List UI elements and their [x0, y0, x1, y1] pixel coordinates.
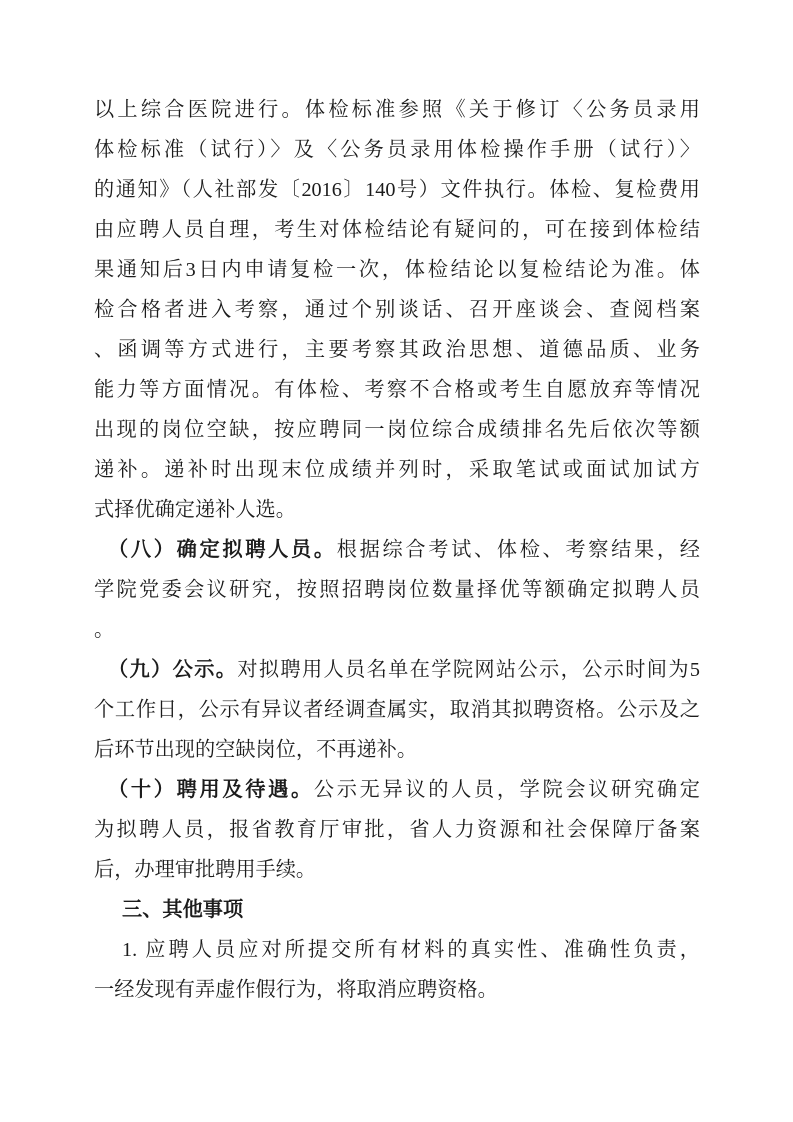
line-text: 根据综合考试、体检、考察结果，经	[336, 539, 700, 561]
line-text: 1. 应聘人员应对所提交所有材料的真实性、准确性负责，	[122, 939, 700, 961]
text-line	[94, 370, 700, 410]
text-line	[94, 250, 700, 290]
text-line	[94, 90, 700, 130]
line-text: 由应聘人员自理，考生对体检结论有疑问的，可在接到体检结	[94, 219, 700, 241]
paragraph-other-item-1-authenticity	[94, 930, 700, 1010]
line-text: 。	[94, 619, 115, 641]
paragraph-item-9-public-notice	[94, 650, 700, 770]
document-content	[94, 90, 700, 1010]
line-text: 出现的岗位空缺，按应聘同一岗位综合成绩排名先后依次等额	[94, 419, 700, 441]
line-text: 学院党委会议研究，按照招聘岗位数量择优等额确定拟聘人员	[94, 579, 700, 601]
text-line	[94, 130, 700, 170]
paragraph-item-10-employment-treatment	[94, 770, 700, 890]
text-line	[94, 730, 700, 770]
line-text: 体检标准（试行）〉及〈公务员录用体检操作手册（试行）〉	[94, 139, 700, 161]
line-text: 为拟聘人员，报省教育厅审批，省人力资源和社会保障厅备案	[94, 819, 700, 841]
text-line	[94, 930, 700, 970]
line-text: 后环节出现的空缺岗位，不再递补。	[94, 739, 418, 761]
section-heading-other-matters	[94, 890, 700, 930]
text-line	[94, 650, 700, 690]
text-line	[94, 770, 700, 810]
line-text: 检合格者进入考察，通过个别谈话、召开座谈会、查阅档案	[94, 299, 700, 321]
text-line	[94, 810, 700, 850]
text-line	[94, 450, 700, 490]
paragraph-item-8-confirm-candidates	[94, 530, 700, 650]
line-text: 、函调等方式进行，主要考察其政治思想、道德品质、业务	[94, 339, 700, 361]
line-text: 的通知》（人社部发〔2016〕140号）文件执行。体检、复检费用	[94, 179, 700, 201]
text-line	[94, 530, 700, 570]
text-line	[94, 330, 700, 370]
line-text: 个工作日，公示有异议者经调查属实，取消其拟聘资格。公示及之	[94, 699, 700, 721]
text-line	[94, 610, 700, 650]
text-line	[94, 290, 700, 330]
text-line	[94, 850, 700, 890]
bold-lead-text: （八）确定拟聘人员。	[108, 539, 337, 561]
paragraph-medical-check-continuation	[94, 90, 700, 530]
text-line	[94, 170, 700, 210]
line-text: 后，办理审批聘用手续。	[94, 859, 317, 881]
bold-lead-text: （九）公示。	[108, 659, 238, 681]
text-line	[94, 970, 700, 1010]
line-text: 果通知后3日内申请复检一次，体检结论以复检结论为准。体	[94, 259, 700, 281]
line-text: 以上综合医院进行。体检标准参照《关于修订〈公务员录用	[94, 99, 700, 121]
line-text: 能力等方面情况。有体检、考察不合格或考生自愿放弃等情况	[94, 379, 700, 401]
text-line	[94, 410, 700, 450]
line-text: 公示无异议的人员，学院会议研究确定	[313, 779, 700, 801]
line-text: 式择优确定递补人选。	[94, 499, 296, 521]
line-text: 递补。递补时出现末位成绩并列时，采取笔试或面试加试方	[94, 459, 700, 481]
text-line	[94, 570, 700, 610]
line-text: 一经发现有弄虚作假行为，将取消应聘资格。	[94, 979, 498, 1001]
bold-lead-text: （十）聘用及待遇。	[108, 779, 314, 801]
text-line	[94, 890, 700, 930]
bold-lead-text: 三、其他事项	[122, 899, 244, 921]
text-line	[94, 210, 700, 250]
text-line	[94, 490, 700, 530]
line-text: 对拟聘用人员名单在学院网站公示，公示时间为5	[237, 659, 700, 681]
text-line	[94, 690, 700, 730]
